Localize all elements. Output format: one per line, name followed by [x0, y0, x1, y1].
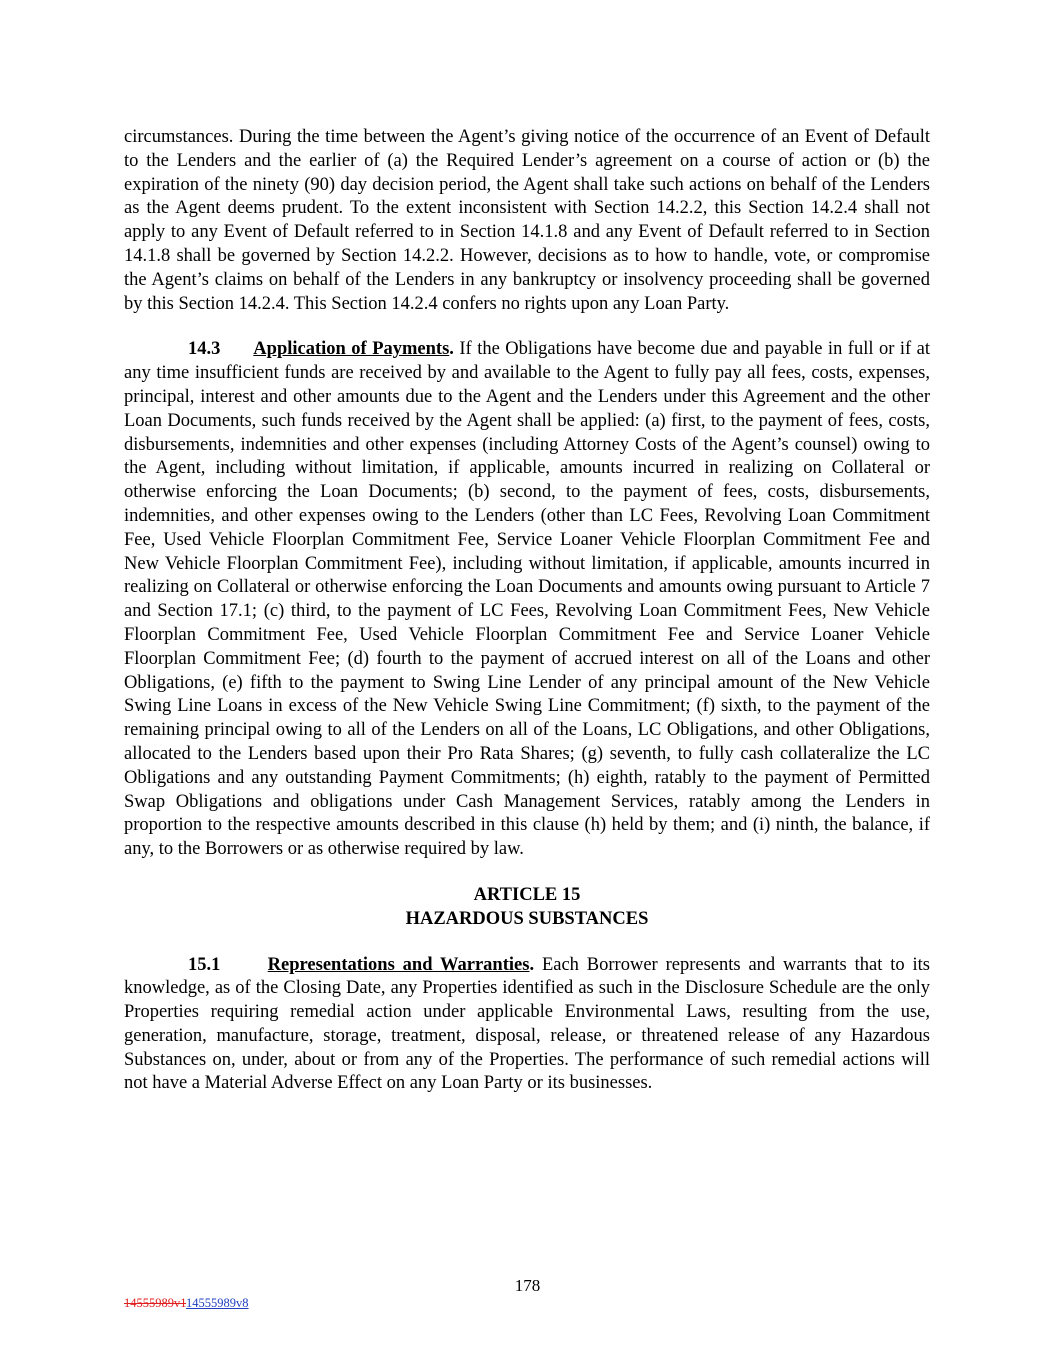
paragraph-spacer: [124, 932, 930, 954]
section-15-1-text: Each Borrower represents and warrants that to its knowledge, as of the Closing Date, any Properties identified as such in the Disclosure Schedule are the only Properties requiring remedial action under applicable Environmental Laws, resulting from the use, generation, manufacture, storage, treatment, disposal, release, or threatened release of any Hazardous Substances on, under, about or from any of the Properties. The performance of such remedial actions will not have a Material Adverse Effect on any Loan Party or its businesses.: [124, 954, 930, 1094]
article-15-number: ARTICLE 15: [473, 884, 581, 905]
section-14-3-title-period: .: [449, 339, 454, 360]
document-id-old: 14555989v1: [124, 1296, 187, 1310]
section-15-1-paragraph: [124, 954, 930, 1097]
document-id-new: 14555989v8: [186, 1296, 249, 1310]
section-14-3-text: If the Obligations have become due and payable in full or if at any time insufficient funds are received by and available to the Agent to fully pay all fees, costs, expenses, principal, interest and other amounts due to the Agent and the Lenders under this Agreement and the other Loan Documents, such funds received by the Agent shall be applied: (a) first, to the payment of fees, costs, disbursements, indemnities and other expenses (including Attorney Costs of the Agent’s counsel) owing to the Agent, including without limitation, if applicable, amounts incurred in realizing on Collateral or otherwise enforcing the Loan Documents; (b) second, to the payment of fees, costs, disbursements, indemnities, and other expenses owing to the Lenders (other than LC Fees, Revolving Loan Commitment Fee, Used Vehicle Floorplan Commitment Fee, Service Loaner Vehicle Floorplan Commitment Fee and New Vehicle Floorplan Commitment Fee), including without limitation, if applicable, amounts incurred in realizing on Collateral or otherwise enforcing the Loan Documents and amounts owing pursuant to Article 7 and Section 17.1; (c) third, to the payment of LC Fees, Revolving Loan Commitment Fees, New Vehicle Floorplan Commitment Fee, Used Vehicle Floorplan Commitment Fee and Service Loaner Vehicle Floorplan Commitment Fee; (d) fourth to the payment of accrued interest on all of the Loans and other Obligations, (e) fifth to the payment to Swing Line Lender of any principal amount of the New Vehicle Swing Line Loans in excess of the New Vehicle Swing Line Commitment; (f) sixth, to the payment of the remaining principal owing to all of the Lenders on all of the Loans, LC Obligations, and other Obligations, allocated to the Lenders based upon their Pro Rata Shares; (g) seventh, to fully cash collateralize the LC Obligations and any outstanding Payment Commitments; (h) eighth, ratably to the payment of Permitted Swap Obligations and obligations under Cash Management Services, ratably among the Lenders in proportion to the respective amounts described in this clause (h) held by them; and (i) ninth, the balance, if any, to the Borrowers or as otherwise required by law.: [124, 339, 931, 860]
section-14-3-paragraph: [124, 338, 930, 862]
section-15-1-title-period: .: [529, 954, 535, 975]
section-15-1-title: Representations and Warranties: [267, 954, 530, 975]
section-15-1-number: 15.1: [188, 954, 221, 975]
article-15-heading: [124, 884, 930, 932]
section-14-3-title: Application of Payments: [253, 339, 450, 360]
paragraph-spacer: [124, 316, 930, 338]
section-14-3-number: 14.3: [188, 339, 221, 360]
article-15-title: HAZARDOUS SUBSTANCES: [405, 908, 649, 929]
page-number: 178: [514, 1276, 541, 1295]
document-page: [124, 126, 930, 1096]
continued-paragraph: circumstances. During the time between the Agent’s giving notice of the occurrence of an Event of Default to the Lenders and the earlier of (a) the Required Lender’s agreement on a course of action or (b) the expiration of the ninety (90) day decision period, the Agent shall take such actions on behalf of the Lenders as the Agent deems prudent. To the extent inconsistent with Section 14.2.2, this Section 14.2.4 shall not apply to any Event of Default referred to in Section 14.1.8 and any Event of Default referred to in Section 14.1.8 shall be governed by Section 14.2.2. However, decisions as to how to handle, vote, or compromise the Agent’s claims on behalf of the Lenders in any bankruptcy or insolvency proceeding shall be governed by this Section 14.2.4. This Section 14.2.4 confers no rights upon any Loan Party.: [124, 127, 930, 314]
document-id: [124, 1296, 249, 1311]
paragraph-spacer: [124, 862, 930, 884]
